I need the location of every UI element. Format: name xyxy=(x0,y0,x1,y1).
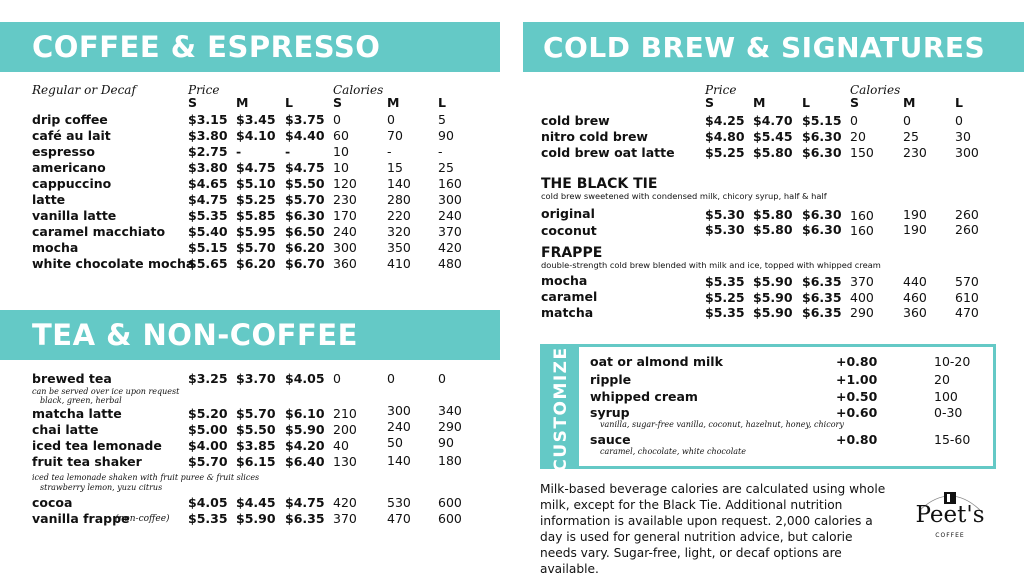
price-l: $4.75 xyxy=(285,495,325,510)
price-m: $6.15 xyxy=(236,454,276,469)
price-l: $6.30 xyxy=(802,222,842,237)
cal-l: 300 xyxy=(438,192,462,207)
addon-cal: 10-20 xyxy=(934,354,971,369)
price-m: $3.70 xyxy=(236,371,276,386)
cal-s: 300 xyxy=(333,240,357,255)
logo-wordmark: Peet's xyxy=(915,502,985,528)
size-header: S xyxy=(850,95,860,110)
item-name: matcha latte xyxy=(32,406,122,421)
cal-l: 570 xyxy=(955,274,979,289)
size-header: M xyxy=(903,95,916,110)
cal-s: 150 xyxy=(850,145,874,160)
size-header: M xyxy=(753,95,766,110)
cold-calories-label: Calories xyxy=(850,83,901,97)
customize-tab xyxy=(543,346,579,472)
addon-cal: 15-60 xyxy=(934,432,971,447)
item-name: matcha xyxy=(541,305,594,320)
price-m: $5.10 xyxy=(236,176,276,191)
item-name: latte xyxy=(32,192,66,207)
price-l: $6.30 xyxy=(802,207,842,222)
size-header: L xyxy=(285,95,293,110)
cal-l: 600 xyxy=(438,511,462,526)
cal-s: 20 xyxy=(850,129,866,144)
price-l: $6.35 xyxy=(802,274,842,289)
cal-l: 240 xyxy=(438,208,462,223)
item-name: cappuccino xyxy=(32,176,112,191)
cal-s: 40 xyxy=(333,438,349,453)
price-l: $5.15 xyxy=(802,113,842,128)
cal-s: 400 xyxy=(850,290,874,305)
price-m: $4.70 xyxy=(753,113,793,128)
price-m: $5.50 xyxy=(236,422,276,437)
customize-label: CUSTOMIZE xyxy=(551,346,571,472)
price-s: $4.05 xyxy=(188,495,228,510)
coffee-price-label: Price xyxy=(188,83,220,97)
price-l: $4.05 xyxy=(285,371,325,386)
cal-l: 340 xyxy=(438,403,462,418)
cal-m: 320 xyxy=(387,224,411,239)
size-header: S xyxy=(333,95,343,110)
addon-note: caramel, chocolate, white chocolate xyxy=(600,447,746,456)
price-s: $5.25 xyxy=(705,290,745,305)
price-l: $5.70 xyxy=(285,192,325,207)
cal-m: 410 xyxy=(387,256,411,271)
peets-logo xyxy=(900,488,1000,550)
cal-m: 0 xyxy=(387,371,395,386)
price-m: $5.45 xyxy=(753,129,793,144)
item-name: espresso xyxy=(32,144,95,159)
cal-m: - xyxy=(387,144,392,159)
cal-l: 0 xyxy=(955,113,963,128)
price-m: $5.90 xyxy=(236,511,276,526)
cal-l: 30 xyxy=(955,129,971,144)
cal-m: 140 xyxy=(387,453,411,468)
item-name: white chocolate mocha xyxy=(32,256,195,271)
price-l: $4.20 xyxy=(285,438,325,453)
item-suffix: (non-coffee) xyxy=(115,514,170,524)
item-name: caramel macchiato xyxy=(32,224,166,239)
price-m: $5.85 xyxy=(236,208,276,223)
price-m: $4.45 xyxy=(236,495,276,510)
cold-brew-heading: COLD BREW & SIGNATURES xyxy=(543,30,986,64)
price-m: $5.90 xyxy=(753,305,793,320)
cal-s: 170 xyxy=(333,208,357,223)
cal-l: 90 xyxy=(438,128,454,143)
price-l: $6.30 xyxy=(285,208,325,223)
cal-m: 0 xyxy=(387,112,395,127)
price-s: $5.40 xyxy=(188,224,228,239)
cal-l: 0 xyxy=(438,371,446,386)
cold-brew-banner xyxy=(523,22,1024,72)
price-l: $4.75 xyxy=(285,160,325,175)
size-header: S xyxy=(705,95,715,110)
cal-l: 610 xyxy=(955,290,979,305)
price-s: $5.30 xyxy=(705,222,745,237)
price-s: $4.80 xyxy=(705,129,745,144)
cal-s: 370 xyxy=(850,274,874,289)
cal-l: 480 xyxy=(438,256,462,271)
cal-m: 25 xyxy=(903,129,919,144)
cal-l: 300 xyxy=(955,145,979,160)
price-l: $4.40 xyxy=(285,128,325,143)
black-tie-title: THE BLACK TIE xyxy=(541,176,658,192)
cal-s: 420 xyxy=(333,495,357,510)
price-s: $4.25 xyxy=(705,113,745,128)
addon-price: +1.00 xyxy=(836,372,878,387)
cal-m: 300 xyxy=(387,403,411,418)
item-name: vanilla latte xyxy=(32,208,117,223)
price-m: $5.90 xyxy=(753,274,793,289)
cal-m: 140 xyxy=(387,176,411,191)
price-l: $6.50 xyxy=(285,224,325,239)
cal-m: 530 xyxy=(387,495,411,510)
price-m: $5.80 xyxy=(753,145,793,160)
price-l: $6.30 xyxy=(802,145,842,160)
price-s: $3.80 xyxy=(188,128,228,143)
cal-s: 0 xyxy=(333,112,341,127)
price-m: $5.25 xyxy=(236,192,276,207)
price-s: $5.00 xyxy=(188,422,228,437)
cal-l: 260 xyxy=(955,222,979,237)
addon-cal: 0-30 xyxy=(934,405,963,420)
item-name: caramel xyxy=(541,289,598,304)
cal-m: 360 xyxy=(903,305,927,320)
price-s: $3.25 xyxy=(188,371,228,386)
logo-sub: COFFEE xyxy=(935,532,965,539)
price-l: $5.50 xyxy=(285,176,325,191)
cal-l: 180 xyxy=(438,453,462,468)
regular-decaf-label: Regular or Decaf xyxy=(32,83,136,97)
cal-l: 600 xyxy=(438,495,462,510)
price-s: $5.35 xyxy=(705,274,745,289)
cal-s: 360 xyxy=(333,256,357,271)
addon-price: +0.80 xyxy=(836,432,878,447)
size-header: L xyxy=(802,95,810,110)
price-l: $6.40 xyxy=(285,454,325,469)
price-m: $3.45 xyxy=(236,112,276,127)
addon-price: +0.50 xyxy=(836,389,878,404)
cal-s: 130 xyxy=(333,454,357,469)
price-m: $5.80 xyxy=(753,222,793,237)
cal-m: 230 xyxy=(903,145,927,160)
cal-m: 240 xyxy=(387,419,411,434)
cal-m: 15 xyxy=(387,160,403,175)
item-name: mocha xyxy=(32,240,79,255)
cal-l: 90 xyxy=(438,435,454,450)
size-header: S xyxy=(188,95,198,110)
price-l: $3.75 xyxy=(285,112,325,127)
cal-m: 470 xyxy=(387,511,411,526)
cal-s: 10 xyxy=(333,160,349,175)
price-l: $6.10 xyxy=(285,406,325,421)
cal-m: 190 xyxy=(903,222,927,237)
addon-name: syrup xyxy=(590,405,630,420)
item-name: chai latte xyxy=(32,422,99,437)
cal-s: 60 xyxy=(333,128,349,143)
addon-price: +0.60 xyxy=(836,405,878,420)
frappe-title: FRAPPE xyxy=(541,245,603,261)
cal-s: 230 xyxy=(333,192,357,207)
price-l: $6.20 xyxy=(285,240,325,255)
cold-price-label: Price xyxy=(705,83,737,97)
price-s: $5.35 xyxy=(705,305,745,320)
addon-note: vanilla, sugar-free vanilla, coconut, hazelnut, honey, chicory xyxy=(600,420,844,429)
price-s: $5.35 xyxy=(188,511,228,526)
price-l: $6.35 xyxy=(802,305,842,320)
addon-price: +0.80 xyxy=(836,354,878,369)
cal-l: 420 xyxy=(438,240,462,255)
item-name: vanilla frappe xyxy=(32,511,130,526)
price-m: $5.70 xyxy=(236,240,276,255)
item-name: drip coffee xyxy=(32,112,108,127)
cal-s: 0 xyxy=(333,371,341,386)
price-s: $5.70 xyxy=(188,454,228,469)
item-note: can be served over ice upon request xyxy=(32,387,180,396)
item-name: mocha xyxy=(541,273,588,288)
price-l: $6.35 xyxy=(285,511,325,526)
price-m: $4.75 xyxy=(236,160,276,175)
cal-m: 440 xyxy=(903,274,927,289)
cal-l: 5 xyxy=(438,112,446,127)
item-note: iced tea lemonade shaken with fruit puree & fruit slices xyxy=(32,473,260,482)
item-name: nitro cold brew xyxy=(541,129,648,144)
cal-l: 25 xyxy=(438,160,454,175)
item-name: brewed tea xyxy=(32,371,112,386)
cal-s: 200 xyxy=(333,422,357,437)
price-m: - xyxy=(236,144,242,159)
price-s: $3.80 xyxy=(188,160,228,175)
price-s: $2.75 xyxy=(188,144,228,159)
price-s: $4.00 xyxy=(188,438,228,453)
item-name: cold brew xyxy=(541,113,610,128)
coffee-calories-label: Calories xyxy=(333,83,384,97)
price-m: $3.85 xyxy=(236,438,276,453)
cal-m: 220 xyxy=(387,208,411,223)
price-s: $3.15 xyxy=(188,112,228,127)
cal-m: 350 xyxy=(387,240,411,255)
price-s: $4.75 xyxy=(188,192,228,207)
price-s: $5.15 xyxy=(188,240,228,255)
cal-s: 160 xyxy=(850,208,874,223)
price-l: $5.90 xyxy=(285,422,325,437)
item-name: original xyxy=(541,206,595,221)
nutrition-footnote: Milk-based beverage calories are calculated using whole milk, except for the Black Tie. Additional nutrition information is available upon request. 2,000 calories a day is used for general nutrition advice, but calorie needs vary. Sugar-free, light, or decaf options are available. xyxy=(540,482,886,576)
item-name: café au lait xyxy=(32,128,111,143)
price-s: $5.65 xyxy=(188,256,228,271)
cal-l: 470 xyxy=(955,305,979,320)
cal-l: 260 xyxy=(955,207,979,222)
cal-l: 160 xyxy=(438,176,462,191)
size-header: L xyxy=(438,95,446,110)
size-header: M xyxy=(236,95,249,110)
addon-name: ripple xyxy=(590,372,632,387)
cal-l: 370 xyxy=(438,224,462,239)
price-m: $5.70 xyxy=(236,406,276,421)
item-note: black, green, herbal xyxy=(40,396,122,405)
price-m: $5.90 xyxy=(753,290,793,305)
price-m: $4.10 xyxy=(236,128,276,143)
price-l: $6.30 xyxy=(802,129,842,144)
coffee-espresso-heading: COFFEE & ESPRESSO xyxy=(32,30,381,64)
addon-name: sauce xyxy=(590,432,631,447)
price-s: $5.30 xyxy=(705,207,745,222)
addon-name: oat or almond milk xyxy=(590,354,723,369)
item-note: strawberry lemon, yuzu citrus xyxy=(40,483,163,492)
size-header: L xyxy=(955,95,963,110)
addon-cal: 100 xyxy=(934,389,958,404)
tea-noncoffee-heading: TEA & NON-COFFEE xyxy=(32,318,358,352)
price-m: $5.95 xyxy=(236,224,276,239)
item-name: cold brew oat latte xyxy=(541,145,675,160)
item-name: coconut xyxy=(541,223,597,238)
price-s: $5.35 xyxy=(188,208,228,223)
cal-s: 370 xyxy=(333,511,357,526)
cal-m: 190 xyxy=(903,207,927,222)
black-tie-desc: cold brew sweetened with condensed milk, chicory syrup, half & half xyxy=(541,191,827,201)
cal-s: 120 xyxy=(333,176,357,191)
price-l: $6.70 xyxy=(285,256,325,271)
cal-m: 460 xyxy=(903,290,927,305)
cal-s: 290 xyxy=(850,305,874,320)
addon-name: whipped cream xyxy=(590,389,698,404)
cal-m: 70 xyxy=(387,128,403,143)
cal-l: - xyxy=(438,144,443,159)
price-s: $5.25 xyxy=(705,145,745,160)
price-m: $5.80 xyxy=(753,207,793,222)
cal-s: 0 xyxy=(850,113,858,128)
cal-m: 280 xyxy=(387,192,411,207)
item-name: iced tea lemonade xyxy=(32,438,162,453)
price-l: $6.35 xyxy=(802,290,842,305)
addon-cal: 20 xyxy=(934,372,950,387)
cal-m: 0 xyxy=(903,113,911,128)
cal-s: 160 xyxy=(850,223,874,238)
tea-noncoffee-banner xyxy=(0,310,500,360)
price-l: - xyxy=(285,144,291,159)
cal-s: 210 xyxy=(333,406,357,421)
size-header: M xyxy=(387,95,400,110)
price-s: $4.65 xyxy=(188,176,228,191)
price-m: $6.20 xyxy=(236,256,276,271)
coffee-espresso-banner xyxy=(0,22,500,72)
cal-s: 240 xyxy=(333,224,357,239)
frappe-desc: double-strength cold brew blended with milk and ice, topped with whipped cream xyxy=(541,260,881,270)
item-name: fruit tea shaker xyxy=(32,454,142,469)
price-s: $5.20 xyxy=(188,406,228,421)
item-name: americano xyxy=(32,160,106,175)
cal-s: 10 xyxy=(333,144,349,159)
item-name: cocoa xyxy=(32,495,73,510)
cal-l: 290 xyxy=(438,419,462,434)
cal-m: 50 xyxy=(387,435,403,450)
